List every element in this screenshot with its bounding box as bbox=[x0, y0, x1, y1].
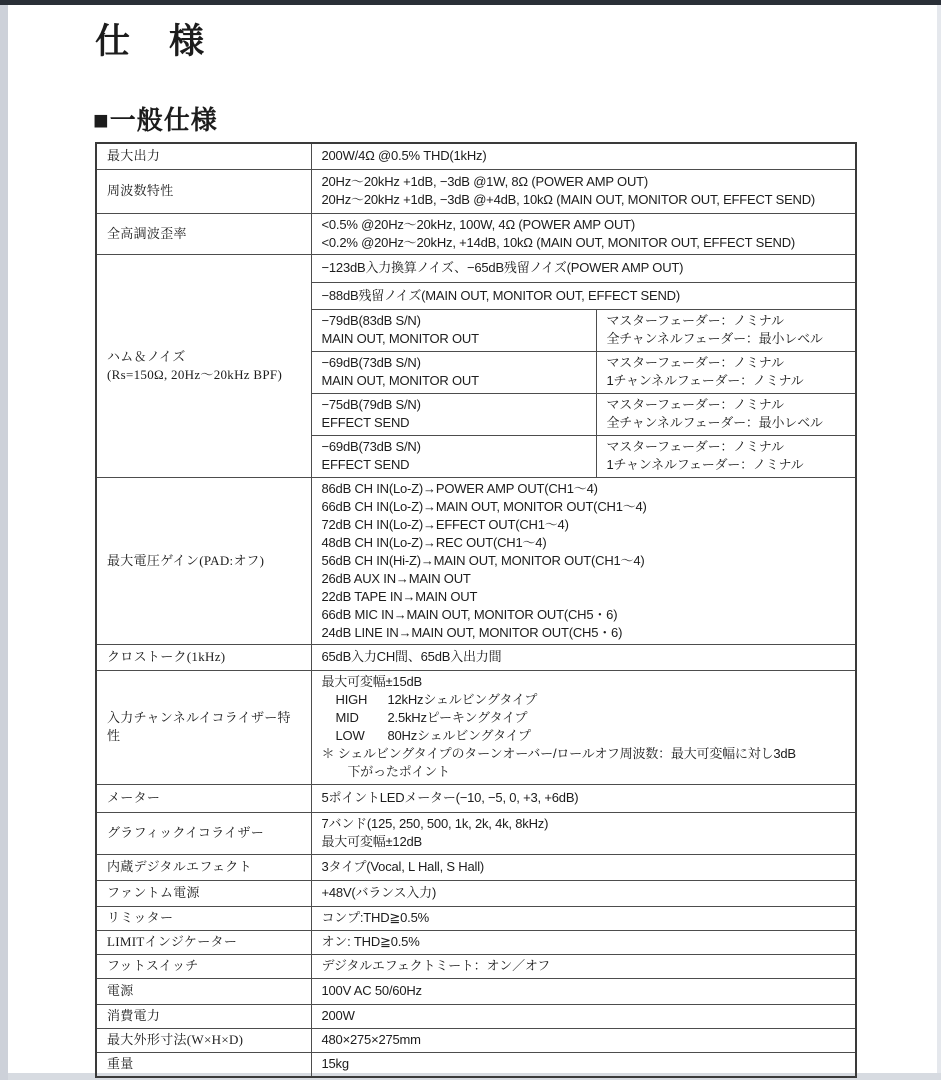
spec-value-power: 100V AC 50/60Hz bbox=[311, 978, 856, 1004]
spec-value-hum-noise-5-left bbox=[311, 393, 596, 435]
value-line: 20Hz～20kHz +1dB, −3dB @1W, 8Ω (POWER AMP OUT) bbox=[321, 174, 649, 189]
row-max-output bbox=[96, 143, 856, 169]
spec-value-hum-noise-3-left bbox=[311, 309, 596, 351]
eq-band-desc: 12kHzシェルビングタイプ bbox=[387, 692, 538, 707]
value-line: マスターフェーダー：ノミナル bbox=[606, 439, 784, 454]
row-input-eq bbox=[96, 670, 856, 784]
value-line: MAIN OUT, MONITOR OUT bbox=[321, 331, 479, 346]
value-line: −69dB(73dB S/N) bbox=[321, 439, 421, 454]
spec-value-dimensions: 480×275×275mm bbox=[311, 1028, 856, 1052]
value-line: 72dB CH IN(Lo-Z)→EFFECT OUT(CH1～4) bbox=[321, 516, 569, 532]
label-line: ハム＆ノイズ bbox=[107, 348, 186, 364]
eq-band-line bbox=[322, 709, 848, 727]
spec-label-hum-noise bbox=[96, 254, 311, 477]
spec-value-input-eq bbox=[311, 670, 856, 784]
value-line: EFFECT SEND bbox=[321, 457, 410, 472]
spec-label-input-eq: 入力チャンネルイコライザー特性 bbox=[96, 670, 311, 784]
label-line: (Rs=150Ω, 20Hz～20kHz BPF) bbox=[107, 366, 283, 382]
value-line: 全チャンネルフェーダー：最小レベル bbox=[606, 415, 823, 430]
value-line: 66dB MIC IN→MAIN OUT, MONITOR OUT(CH5・6) bbox=[321, 606, 618, 622]
spec-label-power: 電源 bbox=[96, 978, 311, 1004]
value-line: マスターフェーダー：ノミナル bbox=[606, 397, 784, 412]
spec-label-crosstalk: クロストーク(1kHz) bbox=[96, 644, 311, 670]
row-meter bbox=[96, 784, 856, 812]
value-line: マスターフェーダー：ノミナル bbox=[606, 355, 784, 370]
spec-value-max-output: 200W/4Ω @0.5% THD(1kHz) bbox=[311, 143, 856, 169]
spec-value-hum-noise-6-right bbox=[596, 435, 856, 477]
spec-value-digital-effect: 3タイプ(Vocal, L Hall, S Hall) bbox=[311, 854, 856, 880]
spec-label-dimensions: 最大外形寸法(W×H×D) bbox=[96, 1028, 311, 1052]
row-weight bbox=[96, 1052, 856, 1077]
row-crosstalk bbox=[96, 644, 856, 670]
value-line: 全チャンネルフェーダー：最小レベル bbox=[606, 331, 823, 346]
value-line: 最大可変幅±12dB bbox=[321, 834, 422, 849]
row-hum-noise-1 bbox=[96, 254, 856, 282]
value-line: 22dB TAPE IN→MAIN OUT bbox=[321, 588, 478, 604]
spec-value-thd bbox=[311, 213, 856, 254]
value-line: 1チャンネルフェーダー：ノミナル bbox=[606, 373, 804, 388]
eq-band-name: LOW bbox=[335, 728, 365, 743]
value-line: 66dB CH IN(Lo-Z)→MAIN OUT, MONITOR OUT(CH1～4) bbox=[321, 498, 647, 514]
spec-value-hum-noise-5-right bbox=[596, 393, 856, 435]
photo-edge-left bbox=[0, 5, 8, 1080]
row-limit-indicator bbox=[96, 930, 856, 954]
spec-value-foot-switch: デジタルエフェクトミート：オン／オフ bbox=[311, 954, 856, 978]
spec-value-hum-noise-2: −88dB残留ノイズ(MAIN OUT, MONITOR OUT, EFFECT SEND) bbox=[311, 282, 856, 309]
row-graphic-eq bbox=[96, 812, 856, 854]
row-thd bbox=[96, 213, 856, 254]
photo-edge-top bbox=[0, 0, 941, 5]
section-heading: ■一般仕様 bbox=[93, 106, 218, 135]
spec-value-crosstalk: 65dB入力CH間、65dB入出力間 bbox=[311, 644, 856, 670]
value-line: 86dB CH IN(Lo-Z)→POWER AMP OUT(CH1～4) bbox=[321, 480, 598, 496]
spec-label-meter: メーター bbox=[96, 784, 311, 812]
spec-label-max-output: 最大出力 bbox=[96, 143, 311, 169]
spec-label-limit-indicator: LIMITインジケーター bbox=[96, 930, 311, 954]
spec-value-hum-noise-3-right bbox=[596, 309, 856, 351]
value-line: −79dB(83dB S/N) bbox=[321, 313, 421, 328]
value-line: 56dB CH IN(Hi-Z)→MAIN OUT, MONITOR OUT(CH1～4) bbox=[321, 552, 645, 568]
value-line: MAIN OUT, MONITOR OUT bbox=[321, 373, 479, 388]
value-line: EFFECT SEND bbox=[321, 415, 410, 430]
spec-label-phantom: ファントム電源 bbox=[96, 880, 311, 906]
spec-value-hum-noise-4-right bbox=[596, 351, 856, 393]
spec-value-voltage-gain bbox=[311, 477, 856, 644]
photo-edge-right bbox=[937, 5, 941, 1073]
value-line: <0.5% @20Hz～20kHz, 100W, 4Ω (POWER AMP OUT) bbox=[321, 216, 636, 232]
spec-label-foot-switch: フットスイッチ bbox=[96, 954, 311, 978]
spec-table bbox=[95, 142, 857, 1078]
value-line: 26dB AUX IN→MAIN OUT bbox=[321, 570, 471, 586]
spec-label-graphic-eq: グラフィックイコライザー bbox=[96, 812, 311, 854]
spec-value-meter: 5ポイントLEDメーター(−10, −5, 0, +3, +6dB) bbox=[311, 784, 856, 812]
spec-value-limiter: コンプ:THD≧0.5% bbox=[311, 906, 856, 930]
spec-value-weight: 15kg bbox=[311, 1052, 856, 1077]
row-phantom bbox=[96, 880, 856, 906]
value-line: 7バンド(125, 250, 500, 1k, 2k, 4k, 8kHz) bbox=[321, 816, 549, 831]
row-freq-response bbox=[96, 169, 856, 213]
value-line: 48dB CH IN(Lo-Z)→REC OUT(CH1～4) bbox=[321, 534, 547, 550]
eq-note-line: 下がったポイント bbox=[347, 764, 450, 779]
row-foot-switch bbox=[96, 954, 856, 978]
spec-value-graphic-eq bbox=[311, 812, 856, 854]
spec-label-limiter: リミッター bbox=[96, 906, 311, 930]
spec-value-hum-noise-4-left bbox=[311, 351, 596, 393]
spec-label-power-consumption: 消費電力 bbox=[96, 1004, 311, 1028]
spec-value-phantom: +48V(バランス入力) bbox=[311, 880, 856, 906]
eq-note-line: ＊ シェルビングタイプのターンオーバー/ロールオフ周波数：最大可変幅に対し3dB bbox=[321, 746, 796, 761]
eq-band-line bbox=[322, 727, 848, 745]
spec-label-weight: 重量 bbox=[96, 1052, 311, 1077]
row-power-consumption bbox=[96, 1004, 856, 1028]
value-line: <0.2% @20Hz～20kHz, +14dB, 10kΩ (MAIN OUT, MONITOR OUT, EFFECT SEND) bbox=[321, 234, 796, 250]
eq-band-line bbox=[322, 691, 848, 709]
value-line: 20Hz～20kHz +1dB, −3dB @+4dB, 10kΩ (MAIN OUT, MONITOR OUT, EFFECT SEND) bbox=[321, 192, 816, 207]
row-voltage-gain bbox=[96, 477, 856, 644]
row-dimensions bbox=[96, 1028, 856, 1052]
spec-label-freq-response: 周波数特性 bbox=[96, 169, 311, 213]
spec-label-digital-effect: 内蔵デジタルエフェクト bbox=[96, 854, 311, 880]
spec-value-hum-noise-6-left bbox=[311, 435, 596, 477]
spec-label-thd: 全高調波歪率 bbox=[96, 213, 311, 254]
value-line: −75dB(79dB S/N) bbox=[321, 397, 421, 412]
eq-band-name: HIGH bbox=[335, 692, 368, 707]
page-title: 仕 様 bbox=[95, 22, 207, 61]
spec-value-freq-response bbox=[311, 169, 856, 213]
value-line: −69dB(73dB S/N) bbox=[321, 355, 421, 370]
spec-label-voltage-gain: 最大電圧ゲイン(PAD:オフ) bbox=[96, 477, 311, 644]
value-line: 1チャンネルフェーダー：ノミナル bbox=[606, 457, 804, 472]
row-limiter bbox=[96, 906, 856, 930]
eq-band-desc: 80Hzシェルビングタイプ bbox=[387, 728, 531, 743]
spec-value-limit-indicator: オン: THD≧0.5% bbox=[311, 930, 856, 954]
spec-value-power-consumption: 200W bbox=[311, 1004, 856, 1028]
row-digital-effect bbox=[96, 854, 856, 880]
eq-band-desc: 2.5kHzピーキングタイプ bbox=[387, 710, 528, 725]
spec-value-hum-noise-1: −123dB入力換算ノイズ、−65dB残留ノイズ(POWER AMP OUT) bbox=[311, 254, 856, 282]
value-line: 24dB LINE IN→MAIN OUT, MONITOR OUT(CH5・6) bbox=[321, 624, 623, 640]
eq-band-name: MID bbox=[335, 710, 359, 725]
value-line: 最大可変幅±15dB bbox=[321, 674, 422, 689]
row-power bbox=[96, 978, 856, 1004]
value-line: マスターフェーダー：ノミナル bbox=[606, 313, 784, 328]
